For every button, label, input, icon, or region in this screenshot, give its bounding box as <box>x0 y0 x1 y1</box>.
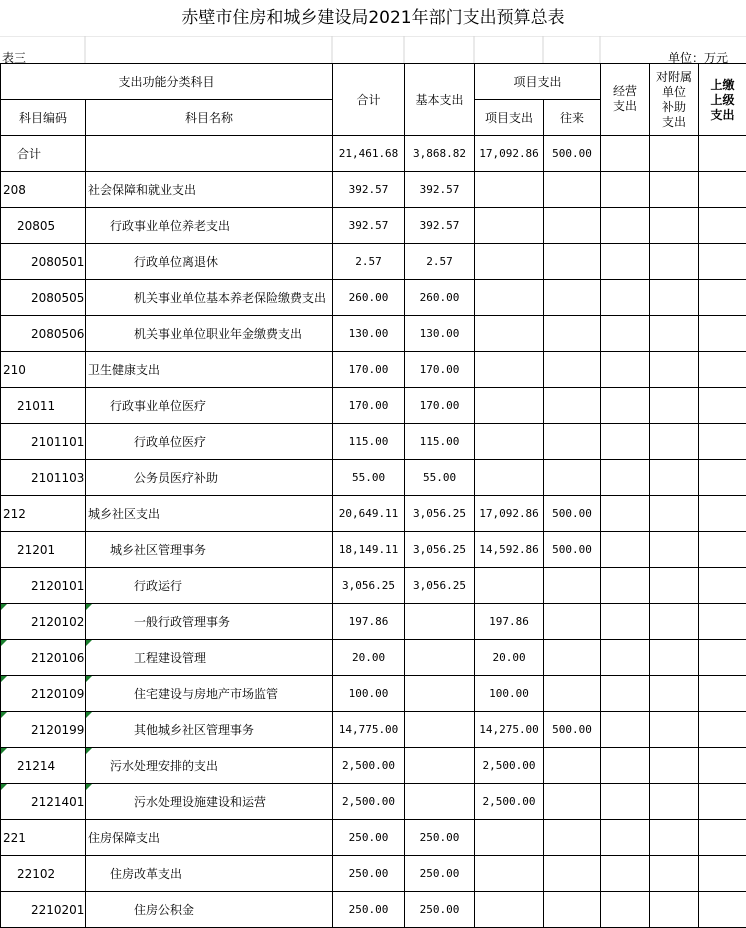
row-name: 公务员医疗补助 <box>86 460 333 496</box>
row-transfer: 500.00 <box>544 712 601 748</box>
row-transfer <box>544 820 601 856</box>
row-code: 210 <box>1 352 86 388</box>
row-total: 260.00 <box>333 280 405 316</box>
row-operating <box>601 460 650 496</box>
row-code: 2120109 <box>1 676 86 712</box>
row-code: 2120101 <box>1 568 86 604</box>
row-total: 20,649.11 <box>333 496 405 532</box>
table-row <box>1 748 746 784</box>
row-basic <box>405 748 475 784</box>
row-upper <box>699 316 746 352</box>
row-upper <box>699 856 746 892</box>
row-project <box>475 460 544 496</box>
row-transfer <box>544 784 601 820</box>
row-operating <box>601 280 650 316</box>
row-subsidy <box>650 604 699 640</box>
row-total: 250.00 <box>333 856 405 892</box>
row-basic: 55.00 <box>405 460 475 496</box>
row-operating <box>601 820 650 856</box>
row-transfer <box>544 676 601 712</box>
table-row <box>1 604 746 640</box>
table-row <box>1 136 746 172</box>
row-subsidy <box>650 244 699 280</box>
row-basic: 260.00 <box>405 280 475 316</box>
row-basic: 170.00 <box>405 352 475 388</box>
row-project <box>475 172 544 208</box>
row-operating <box>601 208 650 244</box>
row-project: 17,092.86 <box>475 136 544 172</box>
row-code: 21201 <box>1 532 86 568</box>
row-project: 2,500.00 <box>475 784 544 820</box>
row-name: 住房改革支出 <box>86 856 333 892</box>
row-upper <box>699 136 746 172</box>
row-transfer <box>544 856 601 892</box>
row-subsidy <box>650 352 699 388</box>
row-upper <box>699 820 746 856</box>
row-subsidy <box>650 460 699 496</box>
row-basic: 3,056.25 <box>405 532 475 568</box>
row-name: 污水处理安排的支出 <box>86 748 333 784</box>
row-subsidy <box>650 316 699 352</box>
row-name: 一般行政管理事务 <box>86 604 333 640</box>
row-basic <box>405 712 475 748</box>
row-basic: 3,056.25 <box>405 496 475 532</box>
row-code: 2120106 <box>1 640 86 676</box>
row-upper <box>699 604 746 640</box>
row-subsidy <box>650 640 699 676</box>
table-row <box>1 280 746 316</box>
row-project <box>475 316 544 352</box>
row-code: 2120102 <box>1 604 86 640</box>
row-basic: 392.57 <box>405 208 475 244</box>
row-name: 工程建设管理 <box>86 640 333 676</box>
row-transfer: 500.00 <box>544 532 601 568</box>
row-code: 221 <box>1 820 86 856</box>
table-row <box>1 208 746 244</box>
row-upper <box>699 676 746 712</box>
budget-table <box>0 63 746 928</box>
row-operating <box>601 388 650 424</box>
row-basic: 250.00 <box>405 820 475 856</box>
row-basic: 130.00 <box>405 316 475 352</box>
header-project-group: 项目支出 <box>475 64 601 100</box>
row-total: 197.86 <box>333 604 405 640</box>
row-subsidy <box>650 892 699 928</box>
row-total: 250.00 <box>333 892 405 928</box>
row-basic <box>405 604 475 640</box>
table-row <box>1 820 746 856</box>
row-code: 2080506 <box>1 316 86 352</box>
row-transfer <box>544 604 601 640</box>
row-total: 18,149.11 <box>333 532 405 568</box>
row-upper <box>699 352 746 388</box>
row-project <box>475 568 544 604</box>
row-project <box>475 856 544 892</box>
row-transfer <box>544 316 601 352</box>
row-upper <box>699 172 746 208</box>
row-name: 行政事业单位养老支出 <box>86 208 333 244</box>
row-name: 住房公积金 <box>86 892 333 928</box>
row-upper <box>699 784 746 820</box>
row-basic <box>405 640 475 676</box>
row-project: 14,275.00 <box>475 712 544 748</box>
row-total: 250.00 <box>333 820 405 856</box>
row-total: 392.57 <box>333 172 405 208</box>
row-name: 城乡社区管理事务 <box>86 532 333 568</box>
row-total: 100.00 <box>333 676 405 712</box>
row-project <box>475 388 544 424</box>
row-subsidy <box>650 568 699 604</box>
row-name: 污水处理设施建设和运营 <box>86 784 333 820</box>
unit-label: 单位：万元 <box>668 49 728 66</box>
row-project: 100.00 <box>475 676 544 712</box>
row-basic: 392.57 <box>405 172 475 208</box>
row-code: 2101101 <box>1 424 86 460</box>
row-code: 21214 <box>1 748 86 784</box>
table-row <box>1 532 746 568</box>
row-upper <box>699 748 746 784</box>
row-project <box>475 208 544 244</box>
row-basic <box>405 676 475 712</box>
row-operating <box>601 676 650 712</box>
row-name: 住宅建设与房地产市场监管 <box>86 676 333 712</box>
row-name: 城乡社区支出 <box>86 496 333 532</box>
row-name: 机关事业单位职业年金缴费支出 <box>86 316 333 352</box>
header-total: 合计 <box>333 64 405 136</box>
row-code: 22102 <box>1 856 86 892</box>
row-subsidy <box>650 856 699 892</box>
table-row <box>1 316 746 352</box>
row-total: 21,461.68 <box>333 136 405 172</box>
row-total: 115.00 <box>333 424 405 460</box>
row-operating <box>601 136 650 172</box>
row-code: 21011 <box>1 388 86 424</box>
row-project <box>475 244 544 280</box>
row-upper <box>699 568 746 604</box>
row-total: 2,500.00 <box>333 748 405 784</box>
row-operating <box>601 712 650 748</box>
row-code: 2120199 <box>1 712 86 748</box>
row-transfer: 500.00 <box>544 136 601 172</box>
row-operating <box>601 568 650 604</box>
row-subsidy <box>650 676 699 712</box>
row-operating <box>601 748 650 784</box>
row-upper <box>699 424 746 460</box>
row-transfer: 500.00 <box>544 496 601 532</box>
row-subsidy <box>650 388 699 424</box>
row-operating <box>601 352 650 388</box>
row-transfer <box>544 280 601 316</box>
row-operating <box>601 604 650 640</box>
row-total: 2,500.00 <box>333 784 405 820</box>
row-upper <box>699 388 746 424</box>
row-operating <box>601 784 650 820</box>
row-operating <box>601 316 650 352</box>
row-name: 卫生健康支出 <box>86 352 333 388</box>
row-subsidy <box>650 748 699 784</box>
row-subsidy <box>650 172 699 208</box>
faint-gridlines <box>0 36 746 63</box>
row-subsidy <box>650 712 699 748</box>
row-total: 2.57 <box>333 244 405 280</box>
row-upper <box>699 712 746 748</box>
row-code: 2101103 <box>1 460 86 496</box>
row-transfer <box>544 388 601 424</box>
row-subsidy <box>650 496 699 532</box>
row-code: 2080505 <box>1 280 86 316</box>
meta-row <box>0 36 746 63</box>
row-project <box>475 892 544 928</box>
row-code: 212 <box>1 496 86 532</box>
row-code: 合计 <box>1 136 86 172</box>
row-basic: 250.00 <box>405 856 475 892</box>
row-total: 170.00 <box>333 388 405 424</box>
row-basic: 2.57 <box>405 244 475 280</box>
header-transfer: 往来 <box>544 100 601 136</box>
table-row <box>1 424 746 460</box>
header-basic: 基本支出 <box>405 64 475 136</box>
row-project <box>475 280 544 316</box>
row-transfer <box>544 172 601 208</box>
row-total: 14,775.00 <box>333 712 405 748</box>
row-project <box>475 424 544 460</box>
row-project <box>475 352 544 388</box>
row-name <box>86 136 333 172</box>
table-row <box>1 784 746 820</box>
row-total: 20.00 <box>333 640 405 676</box>
row-transfer <box>544 424 601 460</box>
header-upper: 上缴 上级 支出 <box>699 64 746 136</box>
table-number: 表三 <box>2 49 26 66</box>
row-code: 208 <box>1 172 86 208</box>
row-basic: 170.00 <box>405 388 475 424</box>
table-row <box>1 892 746 928</box>
row-operating <box>601 424 650 460</box>
row-upper <box>699 640 746 676</box>
row-operating <box>601 640 650 676</box>
row-name: 行政单位离退休 <box>86 244 333 280</box>
table-row <box>1 496 746 532</box>
header-name: 科目名称 <box>86 100 333 136</box>
row-operating <box>601 856 650 892</box>
row-subsidy <box>650 820 699 856</box>
header-code: 科目编码 <box>1 100 86 136</box>
row-upper <box>699 460 746 496</box>
row-total: 130.00 <box>333 316 405 352</box>
row-subsidy <box>650 280 699 316</box>
row-project <box>475 820 544 856</box>
table-row <box>1 460 746 496</box>
row-operating <box>601 244 650 280</box>
row-basic: 3,868.82 <box>405 136 475 172</box>
row-total: 55.00 <box>333 460 405 496</box>
header-func-class: 支出功能分类科目 <box>1 64 333 100</box>
page-title: 赤壁市住房和城乡建设局2021年部门支出预算总表 <box>0 0 746 36</box>
table-row <box>1 676 746 712</box>
row-subsidy <box>650 784 699 820</box>
row-name: 行政事业单位医疗 <box>86 388 333 424</box>
row-total: 392.57 <box>333 208 405 244</box>
row-subsidy <box>650 208 699 244</box>
row-project: 17,092.86 <box>475 496 544 532</box>
row-operating <box>601 172 650 208</box>
row-upper <box>699 208 746 244</box>
row-project: 197.86 <box>475 604 544 640</box>
row-basic: 250.00 <box>405 892 475 928</box>
row-code: 20805 <box>1 208 86 244</box>
table-row <box>1 352 746 388</box>
row-name: 行政运行 <box>86 568 333 604</box>
table-row <box>1 244 746 280</box>
row-upper <box>699 496 746 532</box>
row-basic: 3,056.25 <box>405 568 475 604</box>
row-subsidy <box>650 532 699 568</box>
row-name: 机关事业单位基本养老保险缴费支出 <box>86 280 333 316</box>
row-transfer <box>544 208 601 244</box>
row-transfer <box>544 568 601 604</box>
row-basic: 115.00 <box>405 424 475 460</box>
row-name: 住房保障支出 <box>86 820 333 856</box>
row-operating <box>601 532 650 568</box>
header-subsidy: 对附属 单位 补助 支出 <box>650 64 699 136</box>
row-code: 2121401 <box>1 784 86 820</box>
row-transfer <box>544 748 601 784</box>
row-basic <box>405 784 475 820</box>
row-operating <box>601 496 650 532</box>
row-code: 2210201 <box>1 892 86 928</box>
table-row <box>1 640 746 676</box>
row-transfer <box>544 460 601 496</box>
header-operating: 经营 支出 <box>601 64 650 136</box>
table-row <box>1 388 746 424</box>
row-name: 社会保障和就业支出 <box>86 172 333 208</box>
row-operating <box>601 892 650 928</box>
row-code: 2080501 <box>1 244 86 280</box>
row-upper <box>699 892 746 928</box>
row-project: 2,500.00 <box>475 748 544 784</box>
row-subsidy <box>650 136 699 172</box>
row-total: 3,056.25 <box>333 568 405 604</box>
row-project: 14,592.86 <box>475 532 544 568</box>
row-upper <box>699 280 746 316</box>
row-name: 行政单位医疗 <box>86 424 333 460</box>
row-transfer <box>544 244 601 280</box>
row-transfer <box>544 352 601 388</box>
row-transfer <box>544 640 601 676</box>
row-upper <box>699 532 746 568</box>
table-row <box>1 172 746 208</box>
row-total: 170.00 <box>333 352 405 388</box>
row-name: 其他城乡社区管理事务 <box>86 712 333 748</box>
table-row <box>1 712 746 748</box>
header-project: 项目支出 <box>475 100 544 136</box>
table-row <box>1 568 746 604</box>
table-row <box>1 856 746 892</box>
row-project: 20.00 <box>475 640 544 676</box>
row-transfer <box>544 892 601 928</box>
row-upper <box>699 244 746 280</box>
row-subsidy <box>650 424 699 460</box>
